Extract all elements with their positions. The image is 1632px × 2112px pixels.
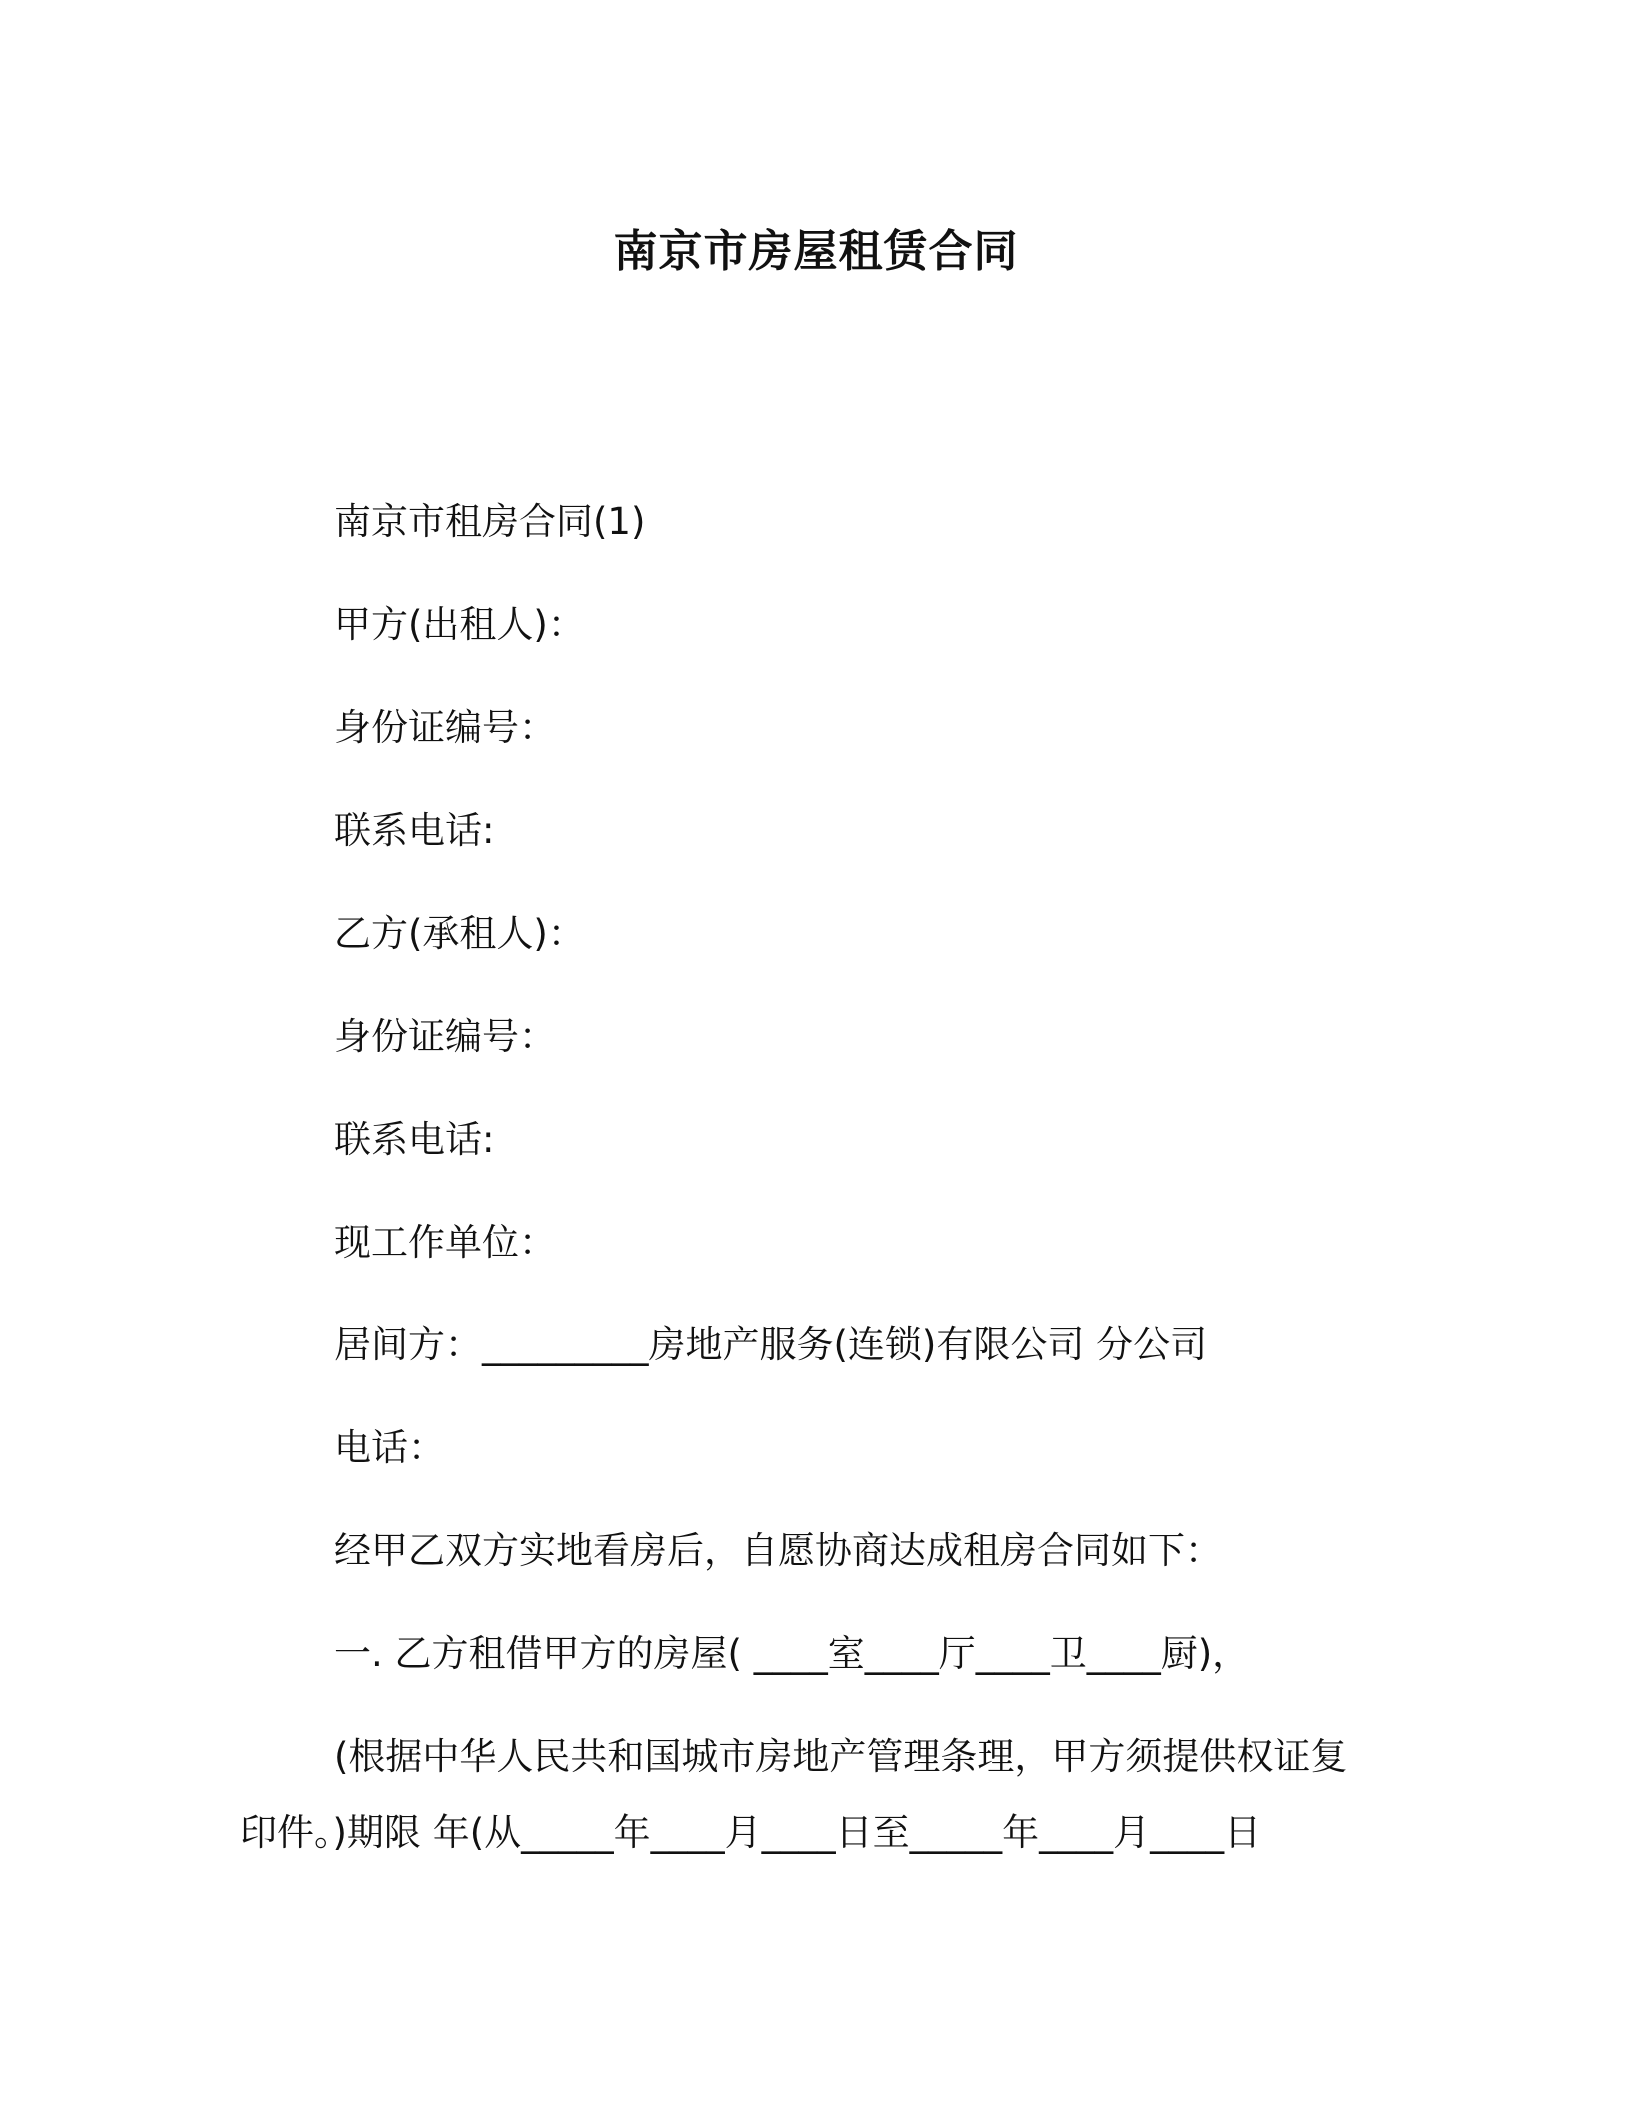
party-b-employer-label: 现工作单位：	[334, 1221, 556, 1264]
broker-phone-label: 电话：	[334, 1426, 445, 1469]
clause-one: 一. 乙方租借甲方的房屋( ____室____厅____卫____厨)，	[334, 1632, 1250, 1675]
party-a-phone-label: 联系电话:	[334, 809, 495, 852]
party-b-phone-label: 联系电话:	[334, 1118, 495, 1161]
party-b-label: 乙方(承租人)：	[334, 912, 585, 955]
party-b-id-label: 身份证编号：	[334, 1015, 556, 1058]
contract-subtitle: 南京市租房合同(1)	[334, 500, 646, 543]
document-title: 南京市房屋租赁合同	[613, 226, 1019, 277]
agreement-intro: 经甲乙双方实地看房后，自愿协商达成租房合同如下：	[334, 1529, 1222, 1572]
party-a-label: 甲方(出租人)：	[334, 603, 585, 646]
broker-line: 居间方：_________房地产服务(连锁)有限公司 分公司	[334, 1323, 1208, 1366]
clause-one-note-line-2: 印件。)期限 年(从_____年____月____日至_____年____月____日	[240, 1811, 1262, 1854]
party-a-id-label: 身份证编号：	[334, 706, 556, 749]
clause-one-note-line-1: (根据中华人民共和国城市房地产管理条理，甲方须提供权证复	[334, 1735, 1348, 1778]
